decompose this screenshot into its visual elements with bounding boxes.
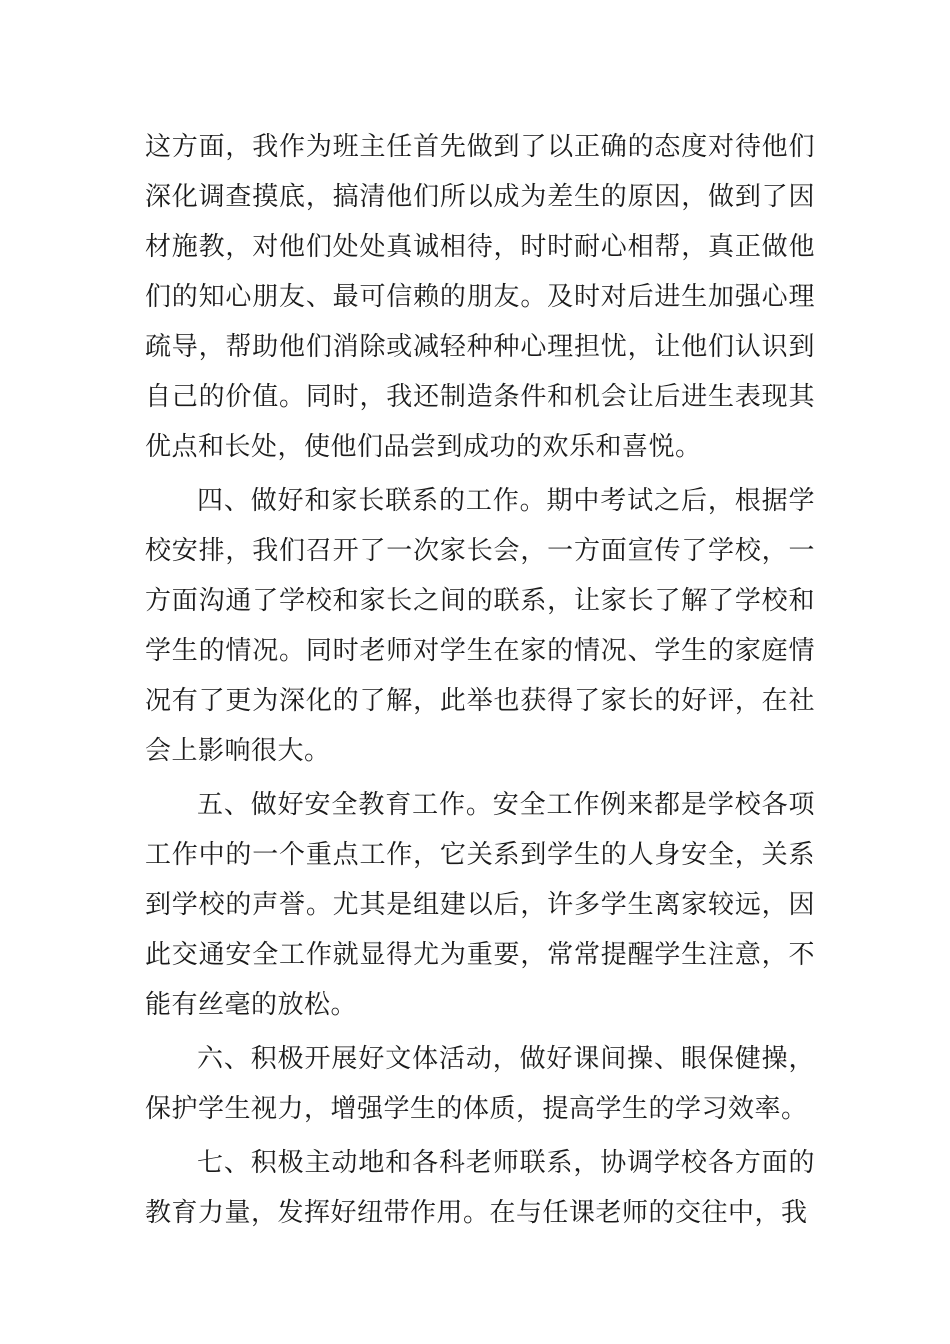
paragraph-four-parent-contact: 四、做好和家长联系的工作。期中考试之后，根据学校安排，我们召开了一次家长会，一方面宣传了学校，一方面沟通了学校和家长之间的联系，让家长了解了学校和学生的情况。同时老师对学生在家的情况、学生的家庭情况有了更为深化的了解，此举也获得了家长的好评，在社会上影响很大。 bbox=[145, 486, 815, 766]
paragraph-six-sports-activities: 六、积极开展好文体活动，做好课间操、眼保健操，保护学生视力，增强学生的体质，提高学生的学习效率。 bbox=[145, 1044, 815, 1124]
paragraph-continued: 这方面，我作为班主任首先做到了以正确的态度对待他们深化调查摸底，搞清他们所以成为差生的原因，做到了因材施教，对他们处处真诚相待，时时耐心相帮，真正做他们的知心朋友、最可信赖的朋友。及时对后进生加强心理疏导，帮助他们消除或减轻种种心理担忧，让他们认识到自己的价值。同时，我还制造条件和机会让后进生表现其优点和长处，使他们品尝到成功的欢乐和喜悦。 bbox=[145, 132, 815, 462]
paragraph-seven-teacher-coordination: 七、积极主动地和各科老师联系，协调学校各方面的教育力量，发挥好纽带作用。在与任课老师的交往中，我 bbox=[145, 1148, 815, 1228]
document-body bbox=[145, 122, 815, 1238]
paragraph-five-safety-education: 五、做好安全教育工作。安全工作例来都是学校各项工作中的一个重点工作，它关系到学生的人身安全，关系到学校的声誉。尤其是组建以后，许多学生离家较远，因此交通安全工作就显得尤为重要，常常提醒学生注意，不能有丝毫的放松。 bbox=[145, 790, 815, 1020]
